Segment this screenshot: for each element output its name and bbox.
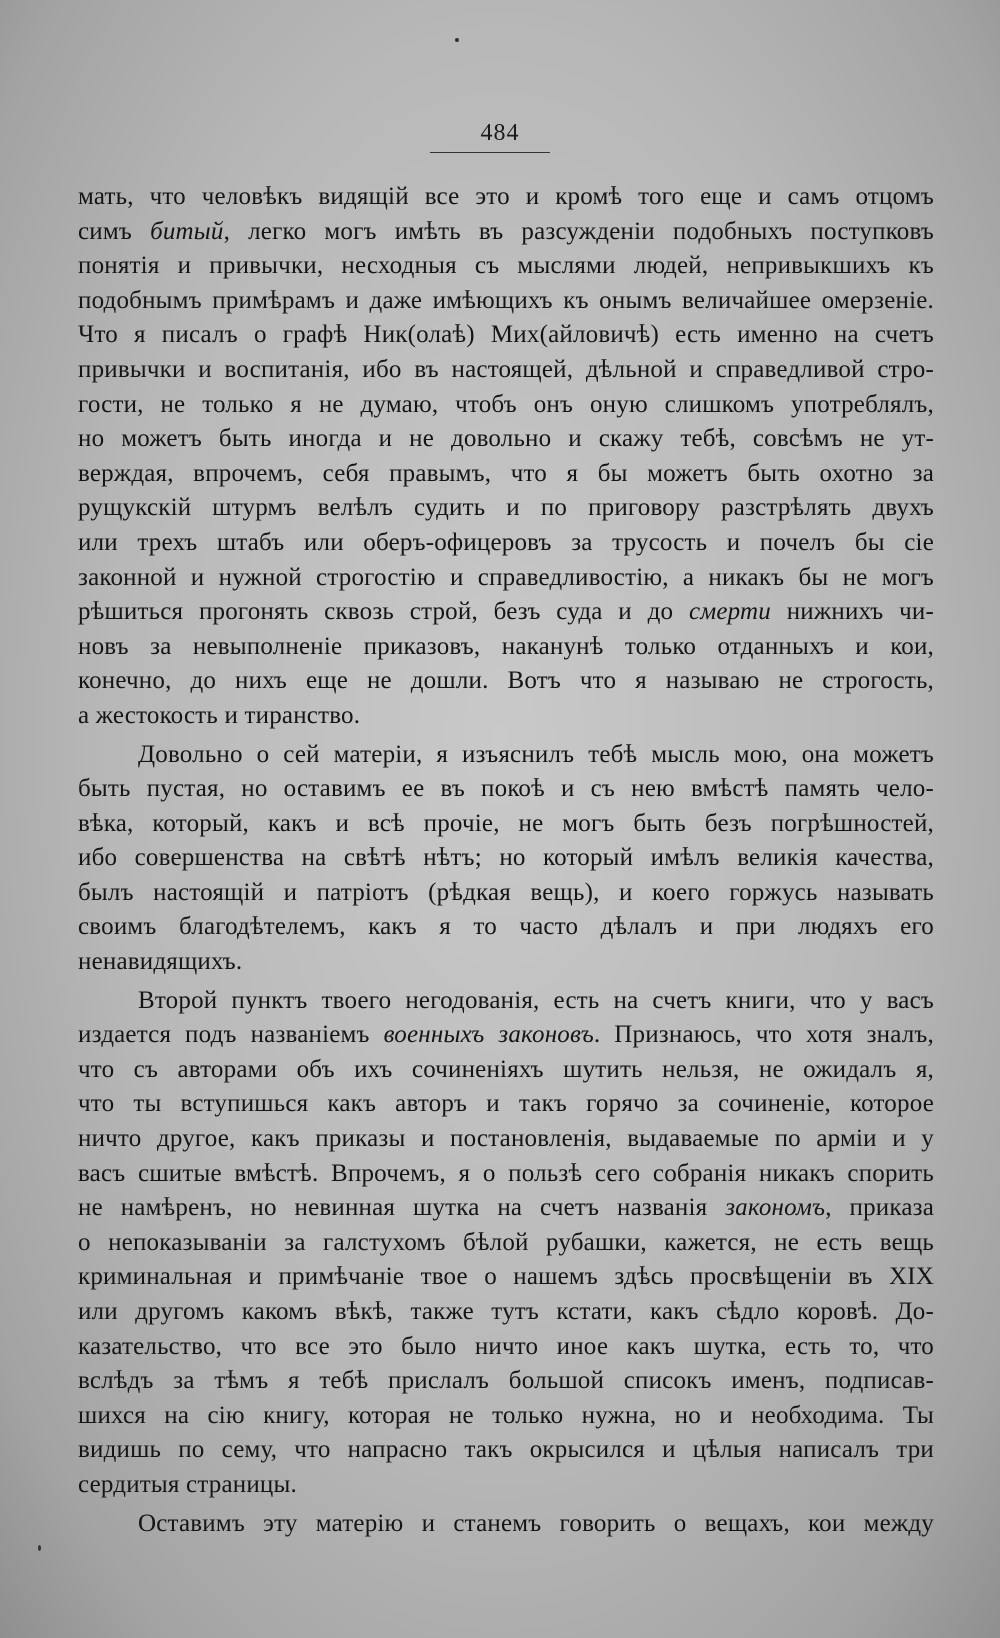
paragraph: [78, 1507, 934, 1542]
paragraph: [78, 738, 934, 980]
text-line: новъ за невыполненіе приказовъ, наканунѣ только отданныхъ и кои,: [78, 632, 934, 660]
text-line: издается подъ названіемъ военныхъ законовъ. Признаюсь, что хотя зналъ,: [78, 1021, 934, 1049]
text-line: быть пустая, но оставимъ ее въ покоѣ и съ нею вмѣстѣ память чело-: [78, 775, 934, 803]
text-line: законной и нужной строгостію и справедливостію, а никакъ бы не могъ: [78, 563, 934, 591]
emphasized-word: военныхъ законовъ: [383, 1021, 594, 1049]
text-line: вслѣдъ за тѣмъ я тебѣ прислалъ большой списокъ именъ, подписав-: [78, 1367, 934, 1395]
text-line: что ты вступишься какъ авторъ и такъ горячо за сочиненіе, которое: [78, 1090, 934, 1118]
text-line: или трехъ штабъ или оберъ-офицеровъ за трусость и почелъ бы сіе: [78, 528, 934, 556]
text-line: рѣшиться прогонять сквозь строй, безъ суда и до смерти нижнихъ чи-: [78, 598, 934, 626]
text-line: верждая, впрочемъ, себя правымъ, что я бы можетъ быть охотно за: [78, 459, 934, 487]
text-line: былъ настоящій и патріотъ (рѣдкая вещь), и коего горжусь называть: [78, 878, 934, 906]
text-line: понятія и привычки, несходныя съ мыслями людей, непривыкшихъ къ: [78, 252, 934, 280]
paragraph: [78, 984, 934, 1503]
text-line: ибо совершенства на свѣтѣ нѣтъ; но который имѣлъ великія качества,: [78, 844, 934, 872]
emphasized-word: битый: [150, 217, 224, 245]
text-line: своимъ благодѣтелемъ, какъ я то часто дѣлалъ и при людяхъ его: [78, 913, 934, 941]
page-number: 484: [480, 120, 520, 146]
text-line: что съ авторами объ ихъ сочиненіяхъ шутить нельзя, не ожидалъ я,: [78, 1055, 934, 1083]
text-line: а жестокость и тиранство.: [78, 701, 361, 729]
text-line: Второй пунктъ твоего негодованія, есть на счетъ книги, что у васъ: [138, 986, 934, 1014]
text-line: но можетъ быть иногда и не довольно и скажу тебѣ, совсѣмъ не ут-: [78, 425, 934, 453]
text-line: не намѣренъ, но невинная шутка на счетъ названія закономъ, приказа: [78, 1194, 934, 1222]
text-line: мать, что человѣкъ видящій все это и кромѣ того еще и самъ отцомъ: [78, 183, 934, 210]
text-line: вѣка, который, какъ и всѣ прочіе, не могъ быть безъ погрѣшностей,: [78, 809, 934, 837]
header-rule: [430, 152, 550, 153]
text-line: или другомъ какомъ вѣкѣ, также тутъ кстати, какъ сѣдло коровѣ. До-: [78, 1298, 934, 1325]
text-line: привычки и воспитанія, ибо въ настоящей, дѣльной и справедливой стро-: [78, 355, 934, 383]
text-line: васъ сшитые вмѣстѣ. Впрочемъ, я о пользѣ сего собранія никакъ спорить: [78, 1159, 934, 1187]
print-speck: [38, 1545, 41, 1551]
body-text: [78, 180, 934, 1541]
text-line: о непоказываніи за галстухомъ бѣлой рубашки, кажется, не есть вещь: [78, 1228, 934, 1256]
text-line: криминальная и примѣчаніе твое о нашемъ здѣсь просвѣщеніи въ XIX: [78, 1263, 934, 1291]
text-line: рущукскій штурмъ велѣлъ судить и по приговору разстрѣлять двухъ: [78, 494, 934, 522]
emphasized-word: закономъ: [725, 1194, 826, 1222]
text-line: Довольно о сей матеріи, я изъяснилъ тебѣ мысль мою, она можетъ: [138, 740, 934, 768]
paragraph: [78, 180, 934, 734]
text-line: Что я писалъ о графѣ Ник(олаѣ) Мих(айловичѣ) есть именно на счетъ: [78, 321, 934, 349]
text-line: Оставимъ эту матерію и станемъ говорить о вещахъ, кои между: [138, 1509, 934, 1537]
text-line: конечно, до нихъ еще не дошли. Вотъ что я называю не строгость,: [78, 667, 934, 695]
text-line: ничто другое, какъ приказы и постановленія, выдаваемые по арміи и у: [78, 1125, 934, 1153]
text-line: гости, не только я не думаю, чтобъ онъ оную слишкомъ употреблялъ,: [78, 390, 934, 418]
text-line: казательство, что все это было ничто иное какъ шутка, есть то, что: [78, 1332, 934, 1360]
text-line: подобнымъ примѣрамъ и даже имѣющихъ къ онымъ величайшее омерзеніе.: [78, 286, 934, 314]
text-line: видишь по сему, что напрасно такъ окрысился и цѣлыя написалъ три: [78, 1436, 934, 1464]
print-speck: [455, 38, 459, 42]
text-line: шихся на сію книгу, которая не только нужна, но и необходима. Ты: [78, 1401, 934, 1429]
emphasized-word: смерти: [688, 598, 772, 626]
text-line: сердитыя страницы.: [78, 1470, 297, 1498]
text-line: ненавидящихъ.: [78, 948, 243, 976]
text-line: симъ битый, легко могъ имѣть въ разсужденіи подобныхъ поступковъ: [78, 217, 934, 245]
